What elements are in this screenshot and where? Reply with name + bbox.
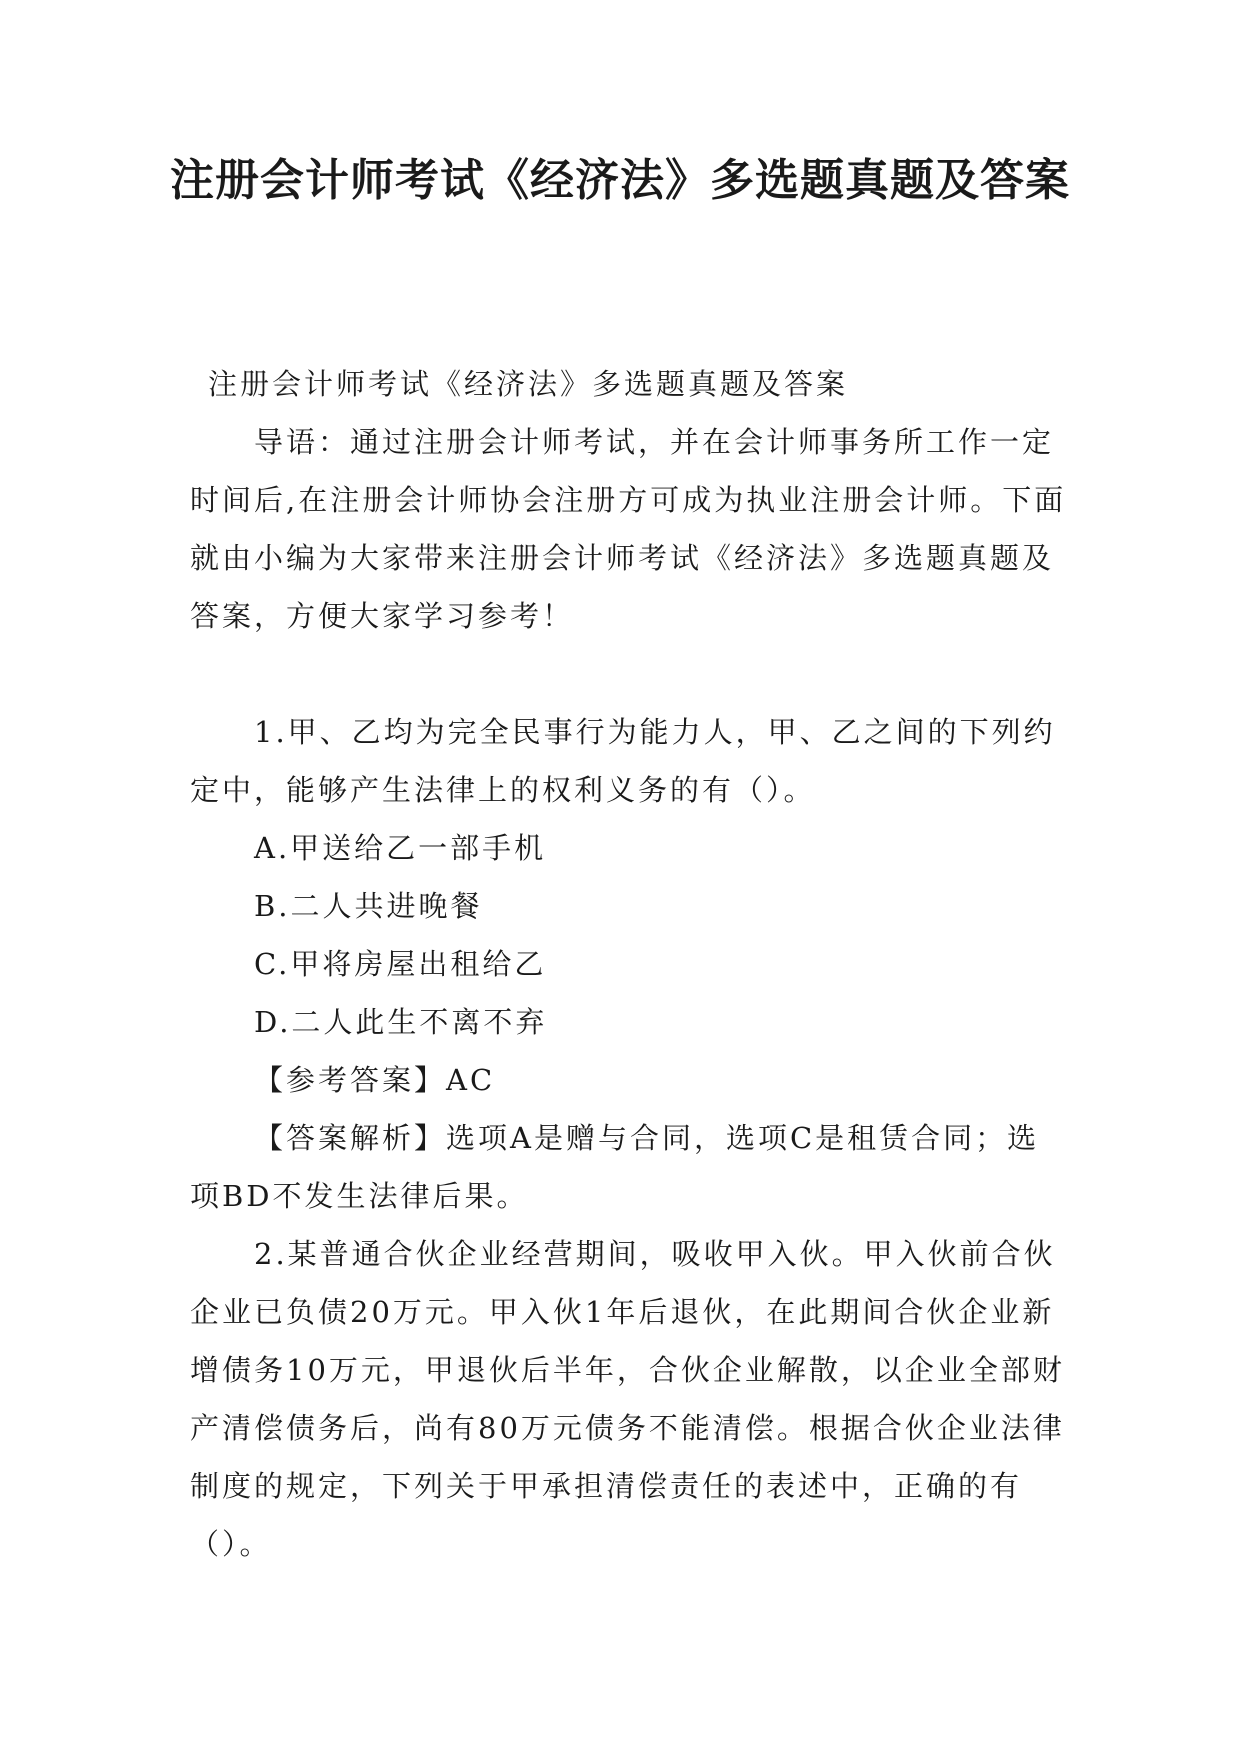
question-1-option-c: C.甲将房屋出租给乙 xyxy=(254,947,547,981)
question-1-option-b: B.二人共进晚餐 xyxy=(254,889,483,923)
intro-paragraph: 导语：通过注册会计师考试，并在会计师事务所工作一定时间后,在注册会计师协会注册方可成为执业注册会计师。下面就由小编为大家带来注册会计师考试《经济法》多选题真题及答案，方便大家学习参考！ xyxy=(190,425,1067,633)
question-2-stem: 2.某普通合伙企业经营期间，吸收甲入伙。甲入伙前合伙企业已负债20万元。甲入伙1年后退伙，在此期间合伙企业新增债务10万元，甲退伙后半年，合伙企业解散，以企业全部财产清偿债务后，尚有80万元债务不能清偿。根据合伙企业法律制度的规定，下列关于甲承担清偿责任的表述中，正确的有（）。 xyxy=(190,1237,1065,1561)
document-title: 注册会计师考试《经济法》多选题真题及答案 xyxy=(170,155,1070,206)
question-1-option-a: A.甲送给乙一部手机 xyxy=(254,831,547,865)
question-1-answer: 【参考答案】AC xyxy=(254,1063,496,1097)
question-1-analysis: 【答案解析】选项A是赠与合同，选项C是租赁合同；选项BD不发生法律后果。 xyxy=(190,1121,1040,1213)
question-1-option-d: D.二人此生不离不弃 xyxy=(254,1005,548,1039)
document-body xyxy=(190,355,1070,1573)
question-1-stem: 1.甲、乙均为完全民事行为能力人，甲、乙之间的下列约定中，能够产生法律上的权利义务的有（）。 xyxy=(190,715,1056,807)
document-subtitle: 注册会计师考试《经济法》多选题真题及答案 xyxy=(208,367,849,401)
paragraph-spacer xyxy=(190,645,1070,703)
